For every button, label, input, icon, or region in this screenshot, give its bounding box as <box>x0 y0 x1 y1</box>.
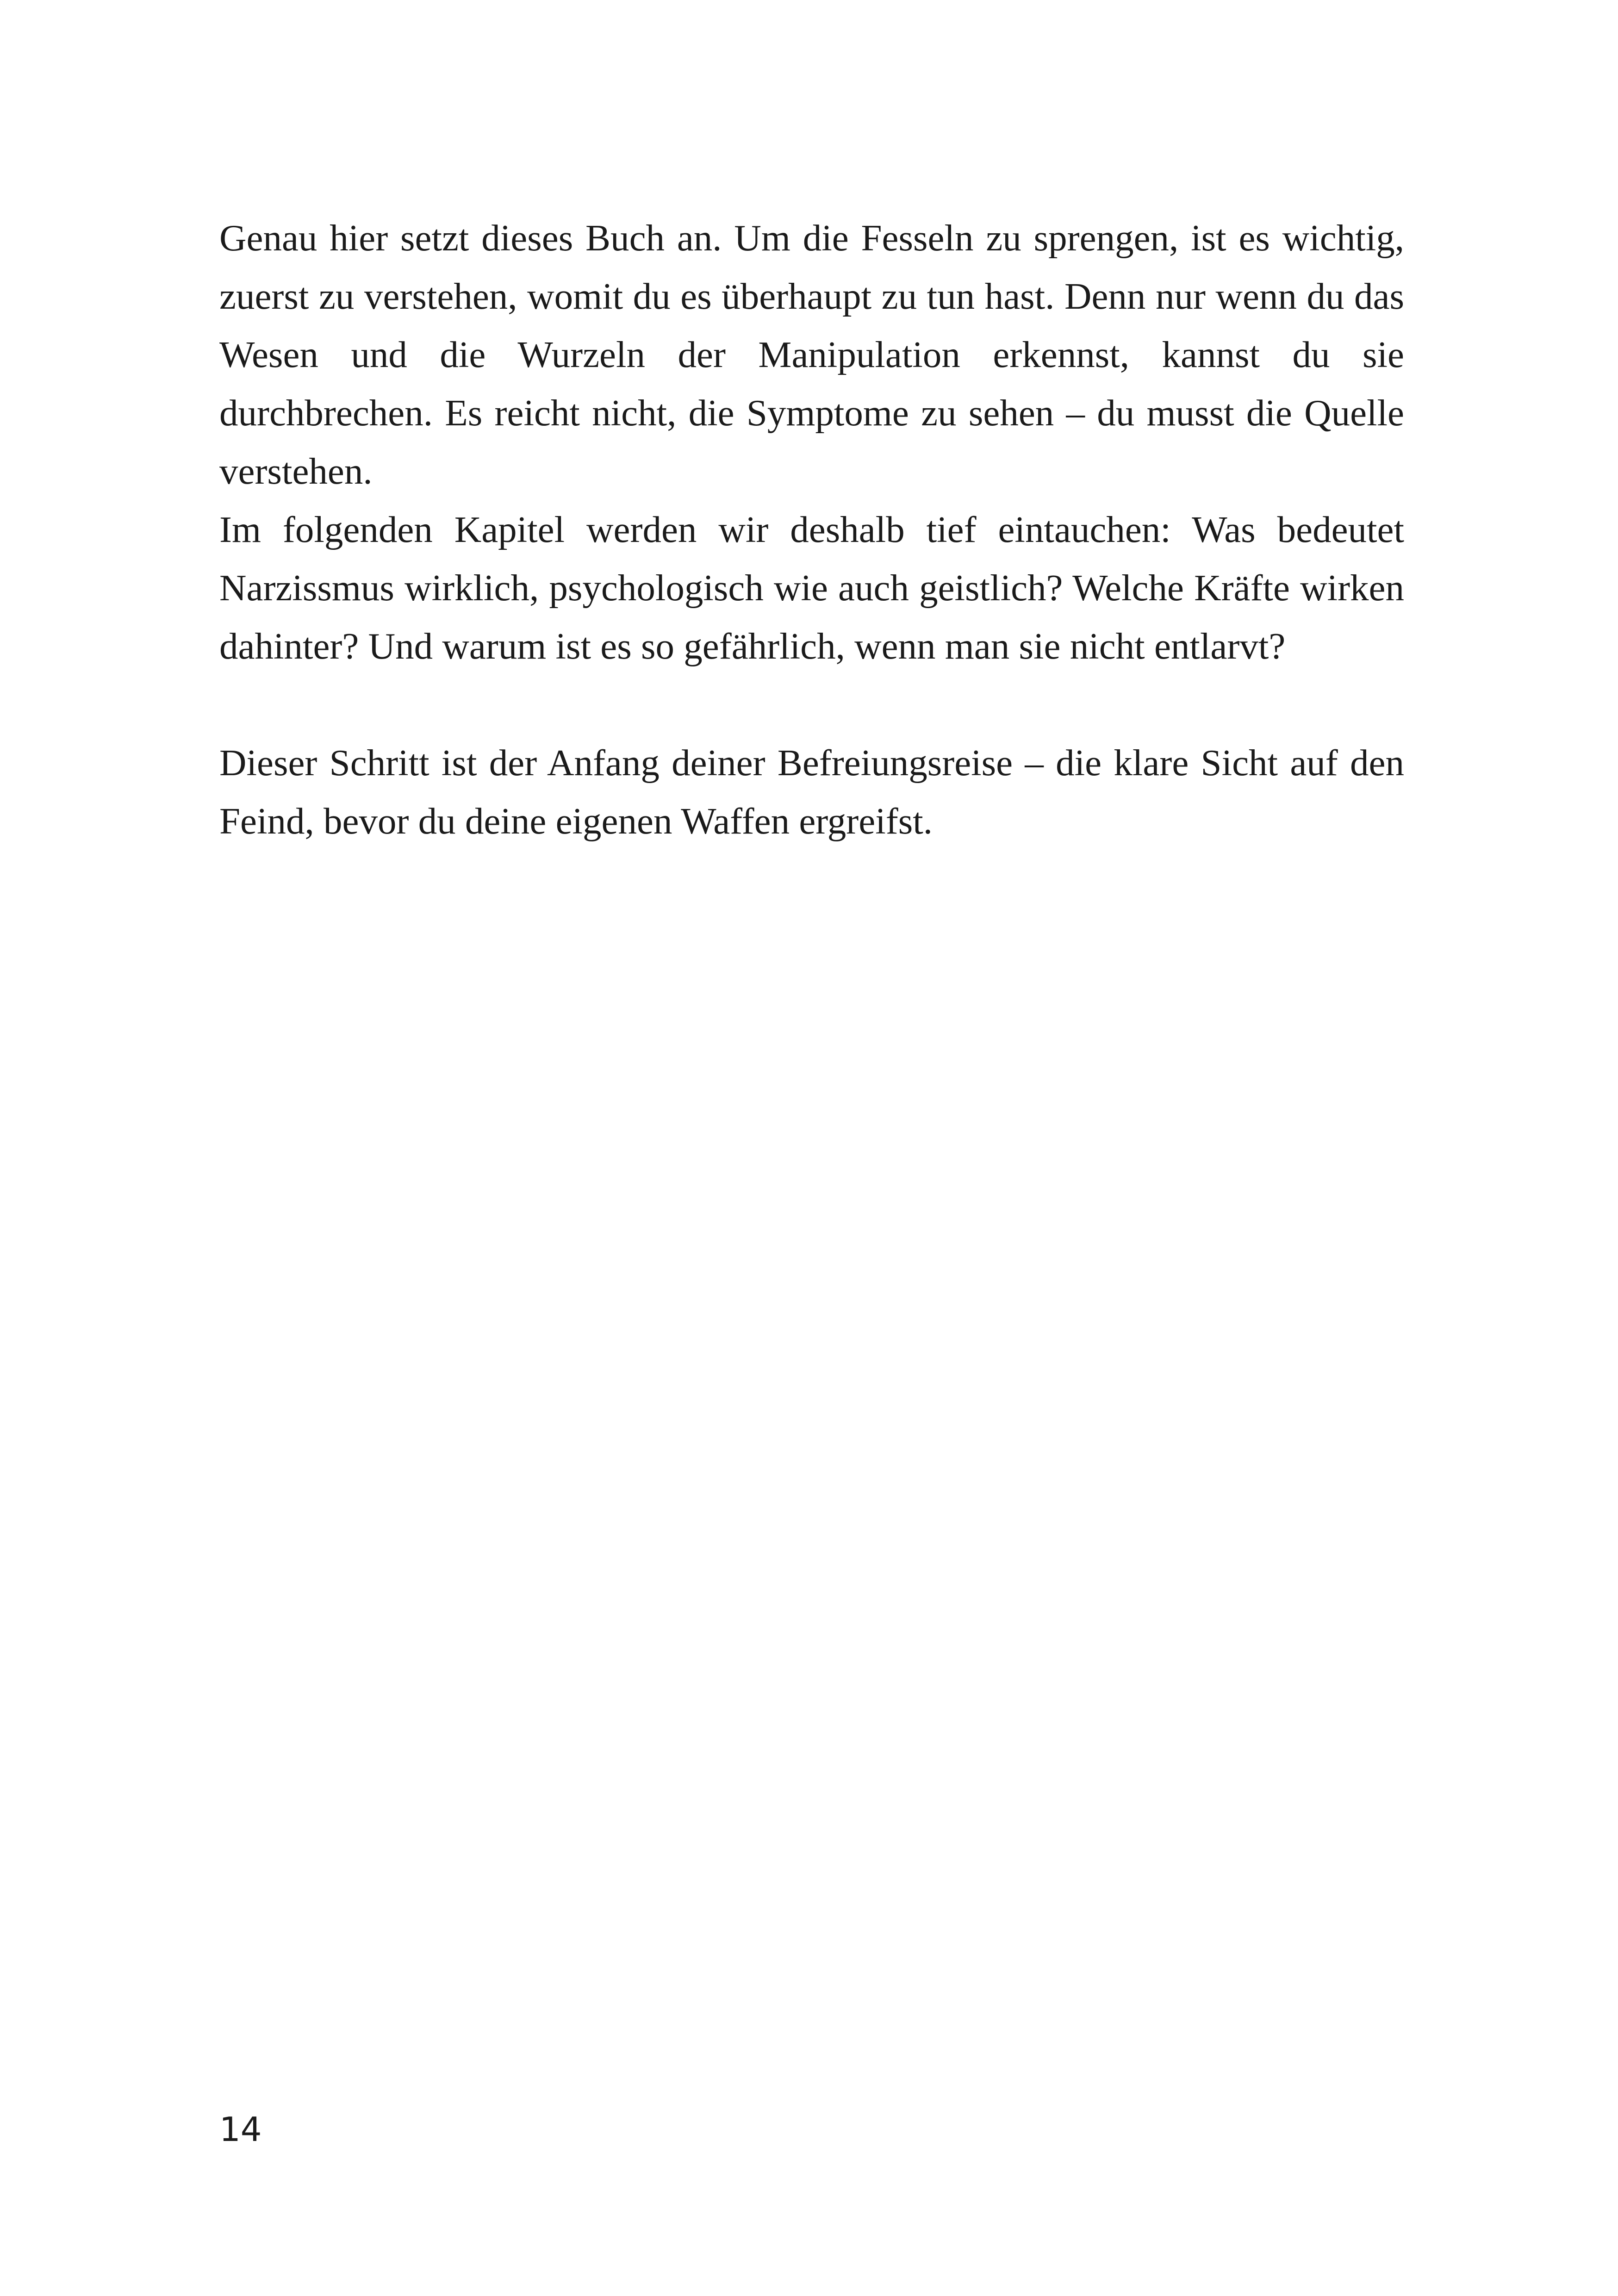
paragraph-gap <box>219 675 1404 734</box>
paragraph-3: Dieser Schritt ist der Anfang deiner Befreiungsreise – die klare Sicht auf den Feind, bevor du deine eigenen Waffen ergreifst. <box>219 742 1404 842</box>
paragraph-2: Im folgenden Kapitel werden wir deshalb tief eintauchen: Was bedeutet Narzissmus wirklich, psychologisch wie auch geistlich? Welche Kräfte wirken dahinter? Und warum ist es so gefährlich, wenn man sie nicht entlarvt? <box>219 509 1404 667</box>
body-text <box>219 209 1404 850</box>
paragraph-1: Genau hier setzt dieses Buch an. Um die Fesseln zu sprengen, ist es wichtig, zuerst zu verstehen, womit du es überhaupt zu tun hast. Denn nur wenn du das Wesen und die Wurzeln der Manipulation erkennst, kannst du sie durchbrechen. Es reicht nicht, die Symptome zu sehen – du musst die Quelle verstehen. <box>219 217 1404 492</box>
page-number: 14 <box>219 2110 262 2149</box>
